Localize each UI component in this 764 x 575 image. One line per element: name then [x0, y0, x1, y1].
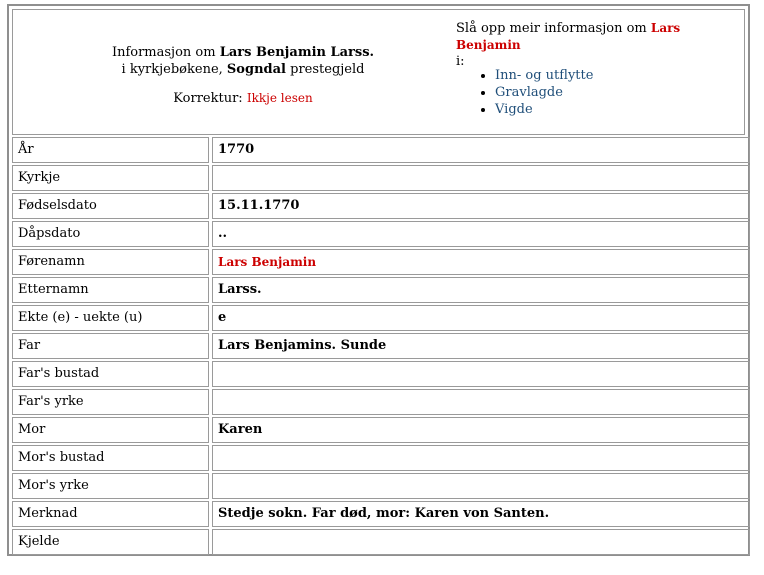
row-value	[212, 165, 750, 191]
row-label: Kjelde	[12, 529, 209, 555]
lookup-suffix: i:	[456, 54, 465, 69]
table-row	[12, 165, 745, 193]
info-prefix: Informasjon om	[111, 45, 216, 60]
lookup-links	[471, 67, 593, 118]
row-value	[212, 389, 750, 415]
table-row	[12, 473, 745, 501]
row-value: 15.11.1770	[212, 193, 750, 219]
lookup-prefix: Slå opp meir informasjon om	[456, 21, 647, 36]
list-item	[495, 84, 593, 101]
link-inn-og-utflytte[interactable]: Inn- og utflytte	[495, 68, 594, 83]
list-item	[495, 67, 593, 84]
link-vigde[interactable]: Vigde	[495, 102, 533, 117]
row-value: e	[212, 305, 750, 331]
korrektur-status: Ikkje lesen	[246, 91, 313, 105]
table-row	[12, 417, 745, 445]
row-label: Far's yrke	[12, 389, 209, 415]
row-label: Far	[12, 333, 209, 359]
record-table	[7, 4, 750, 556]
table-row	[12, 277, 745, 305]
row-label: Etternamn	[12, 277, 209, 303]
row-label: Kyrkje	[12, 165, 209, 191]
row-value	[212, 361, 750, 387]
table-row	[12, 193, 745, 221]
lookup-heading	[456, 20, 746, 70]
row-label: År	[12, 137, 209, 163]
lookup-name: Lars Benjamin	[456, 21, 681, 52]
row-label: Førenamn	[12, 249, 209, 275]
row-value: Karen	[212, 417, 750, 443]
row-label: Mor	[12, 417, 209, 443]
link-gravlagde[interactable]: Gravlagde	[495, 85, 563, 100]
info-line2-suffix: prestegjeld	[290, 62, 365, 77]
table-row	[12, 333, 745, 361]
row-label: Fødselsdato	[12, 193, 209, 219]
row-label: Ekte (e) - uekte (u)	[12, 305, 209, 331]
record-rows	[12, 137, 745, 557]
row-value: Stedje sokn. Far død, mor: Karen von Santen.	[212, 501, 750, 527]
row-value: Larss.	[212, 277, 750, 303]
table-row	[12, 305, 745, 333]
korrektur	[93, 91, 393, 106]
row-label: Merknad	[12, 501, 209, 527]
row-value: Lars Benjamins. Sunde	[212, 333, 750, 359]
row-value	[212, 445, 750, 471]
table-row	[12, 249, 745, 277]
table-row	[12, 445, 745, 473]
row-label: Mor's bustad	[12, 445, 209, 471]
table-row	[12, 361, 745, 389]
row-value	[212, 473, 750, 499]
row-value: ..	[212, 221, 750, 247]
row-label: Dåpsdato	[12, 221, 209, 247]
parish-name: Sogndal	[226, 62, 286, 77]
korrektur-label: Korrektur:	[173, 91, 243, 106]
header-cell	[12, 9, 745, 135]
row-value: Lars Benjamin	[212, 249, 750, 275]
table-row	[12, 529, 745, 557]
info-line2-prefix: i kyrkjebøkene,	[121, 62, 223, 77]
table-row	[12, 389, 745, 417]
person-name: Lars Benjamin Larss.	[219, 45, 375, 60]
table-row	[12, 501, 745, 529]
row-label: Far's bustad	[12, 361, 209, 387]
table-row	[12, 221, 745, 249]
row-label: Mor's yrke	[12, 473, 209, 499]
info-heading	[93, 44, 393, 78]
list-item	[495, 101, 593, 118]
row-value	[212, 529, 750, 555]
table-row	[12, 137, 745, 165]
row-value: 1770	[212, 137, 750, 163]
